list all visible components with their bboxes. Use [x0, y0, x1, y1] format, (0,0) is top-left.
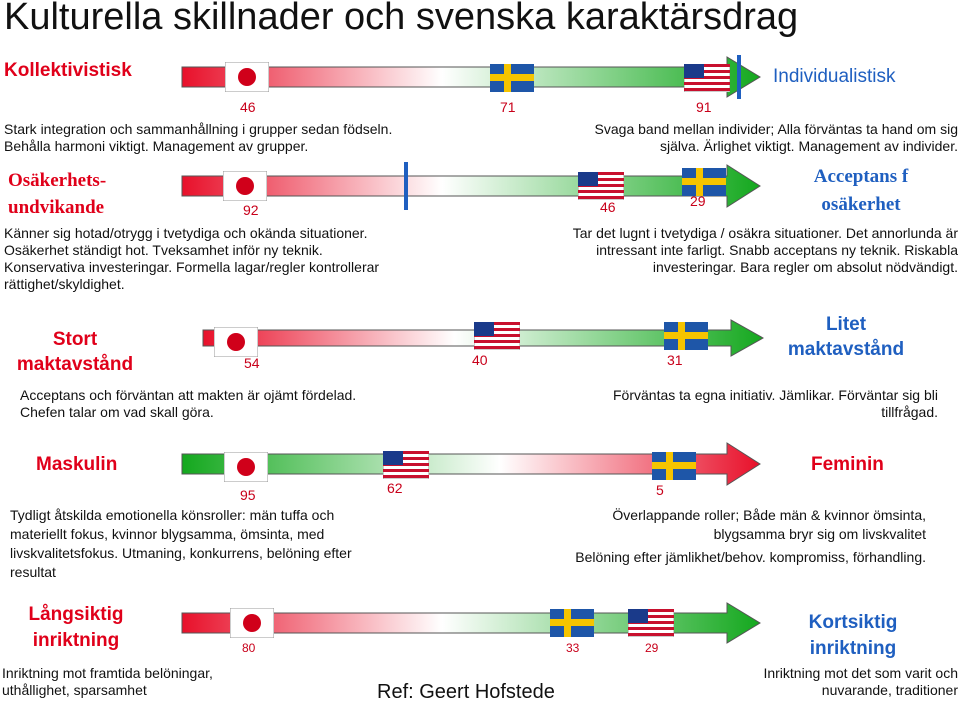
- score-japan-power-distance: 54: [244, 355, 260, 371]
- usa-flag-icon: [578, 172, 624, 200]
- usa-flag-icon: [684, 64, 730, 92]
- score-usa-uncertainty: 46: [600, 199, 616, 215]
- score-usa-masculinity: 62: [387, 480, 403, 496]
- sweden-flag-icon: [550, 609, 594, 637]
- sweden-flag-icon: [664, 322, 708, 350]
- score-sweden-long-term: 33: [566, 641, 580, 655]
- text-stort-maktavstand: Acceptans och förväntan att makten är ojämt fördelad. Chefen talar om vad skall göra.: [20, 387, 357, 420]
- label-maskulin: Maskulin: [36, 454, 118, 475]
- text-maskulin: Tydligt åtskilda emotionella könsroller: män tuffa och materiellt fokus, kvinnor blygsamma, ömsinta, med livskvalitetsfokus. Utmaning, konkurrens, belöning efter resultat: [10, 507, 352, 580]
- sweden-flag-icon: [682, 168, 726, 196]
- text-kortsiktig-inriktning: Inriktning mot det som varit och nuvarande, traditioner: [763, 665, 958, 698]
- usa-flag-icon: [383, 451, 429, 479]
- japan-flag-icon: [225, 62, 269, 92]
- score-sweden-individualism: 71: [500, 99, 516, 115]
- usa-flag-icon: [474, 322, 520, 350]
- score-usa-power-distance: 40: [472, 352, 488, 368]
- text-litet-maktavstand: Förväntas ta egna initiativ. Jämlikar. Förväntar sig bli tillfrågad.: [613, 387, 938, 420]
- usa-flag-icon: [628, 609, 674, 637]
- japan-flag-icon: [214, 327, 258, 357]
- japan-flag-icon: [224, 452, 268, 482]
- score-japan-individualism: 46: [240, 99, 256, 115]
- text-acceptans-osakerhet: Tar det lugnt i tvetydiga / osäkra situationer. Det annorlunda är intressant inte farligt. Snabb acceptans ny teknik. Riskabla investeringar. Bara regler om absolut nödvändigt.: [572, 225, 958, 275]
- text-kollektivistisk: Stark integration och sammanhållning i grupper sedan födseln. Behålla harmoni viktigt. Management av grupper.: [4, 121, 393, 154]
- label-feminin: Feminin: [811, 454, 884, 475]
- label-litet-maktavstand: Litet maktavstånd: [787, 314, 905, 360]
- label-kortsiktig-inriktning: Kortsiktig inriktning: [808, 612, 898, 659]
- score-japan-long-term: 80: [242, 641, 256, 655]
- score-usa-individualism: 91: [696, 99, 712, 115]
- score-japan-masculinity: 95: [240, 487, 256, 503]
- score-sweden-masculinity: 5: [656, 482, 664, 498]
- sweden-flag-icon: [490, 64, 534, 92]
- label-osakerhetsundvikande: Osäkerhets- undvikande: [8, 170, 107, 218]
- reference-text: Ref: Geert Hofstede: [377, 681, 555, 703]
- label-acceptans-osakerhet: Acceptans f osäkerhet: [813, 166, 909, 215]
- text-feminin: Överlappande roller; Både män & kvinnor ömsinta, blygsamma bryr sig om livskvalitet Belöning efter jämlikhet/behov. kompromiss, förhandling.: [575, 507, 926, 565]
- text-individualistisk: Svaga band mellan individer; Alla förväntas ta hand om sig själva. Ärlighet viktigt. Management av individer.: [594, 121, 958, 154]
- scale-bar-uncertainty: [182, 162, 762, 210]
- score-sweden-power-distance: 31: [667, 352, 683, 368]
- text-langsiktig-inriktning: Inriktning mot framtida belöningar, uthållighet, sparsamhet: [2, 665, 213, 698]
- scale-bar-individualism: [182, 55, 762, 100]
- label-stort-maktavstand: Stort maktavstånd: [16, 329, 134, 375]
- label-individualistisk: Individualistisk: [773, 66, 896, 87]
- score-japan-uncertainty: 92: [243, 202, 259, 218]
- sweden-flag-icon: [652, 452, 696, 480]
- score-usa-long-term: 29: [645, 641, 659, 655]
- label-langsiktig-inriktning: Långsiktig inriktning: [28, 604, 124, 651]
- page-title: Kulturella skillnader och svenska karaktärsdrag: [4, 0, 799, 38]
- score-sweden-uncertainty: 29: [690, 193, 706, 209]
- text-osakerhetsundvikande: Känner sig hotad/otrygg i tvetydiga och okända situationer. Osäkerhet ständigt hot. Tveksamhet inför ny teknik. Konservativa investeringar. Formella lagar/regler kontrollerar rättighet/skyldighet.: [4, 225, 380, 292]
- label-kollektivistisk: Kollektivistisk: [4, 60, 132, 81]
- japan-flag-icon: [223, 171, 267, 201]
- japan-flag-icon: [230, 608, 274, 638]
